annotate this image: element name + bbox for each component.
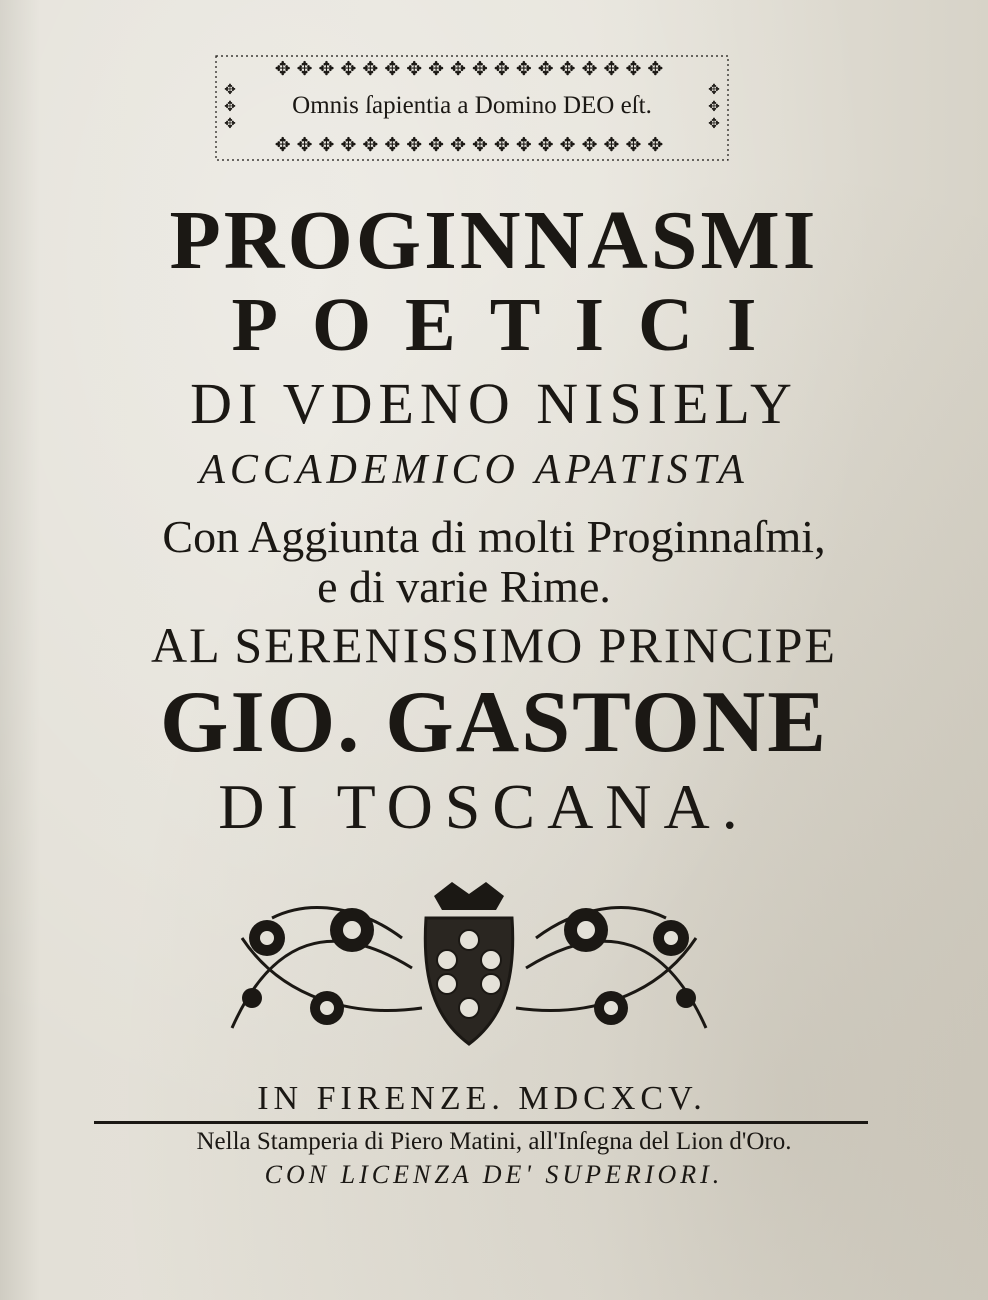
title-line-1: PROGINNASMI [169, 194, 819, 287]
subtitle-line-2: e di varie Rime. [317, 561, 611, 612]
medici-coat-of-arms-icon [212, 878, 726, 1050]
imprint-place-date: IN FIRENZE. MDCXCV. [257, 1080, 707, 1117]
star-border-left-icon: ✥ ✥ ✥ [224, 82, 236, 132]
printer-line: Nella Stamperia di Piero Matini, all'Inſegna del Lion d'Oro. [196, 1128, 792, 1155]
motto-text: Omnis ſapientia a Domino DEO eſt. [292, 92, 652, 119]
star-border-bottom-icon: ✥✥✥✥✥✥✥✥✥✥✥✥✥✥✥✥✥✥ [274, 134, 670, 156]
star-border-right-icon: ✥ ✥ ✥ [708, 82, 720, 132]
author-line: DI VDENO NISIELY [190, 371, 798, 436]
motto-frame [212, 52, 732, 164]
subtitle-line-1: Con Aggiunta di molti Proginnaſmi, [162, 511, 826, 562]
license-line: CON LICENZA DE' SUPERIORI. [264, 1160, 724, 1189]
star-border-top-icon: ✥✥✥✥✥✥✥✥✥✥✥✥✥✥✥✥✥✥ [274, 58, 670, 80]
academy-line: ACCADEMICO APATISTA [199, 447, 749, 493]
dedication-line-1: AL SERENISSIMO PRINCIPE [151, 617, 837, 673]
title-line-2: POETICI [231, 283, 791, 367]
dedication-line-3: DI TOSCANA. [218, 771, 750, 842]
dedication-name: GIO. GASTONE [160, 674, 828, 771]
imprint-rule [94, 1121, 868, 1124]
